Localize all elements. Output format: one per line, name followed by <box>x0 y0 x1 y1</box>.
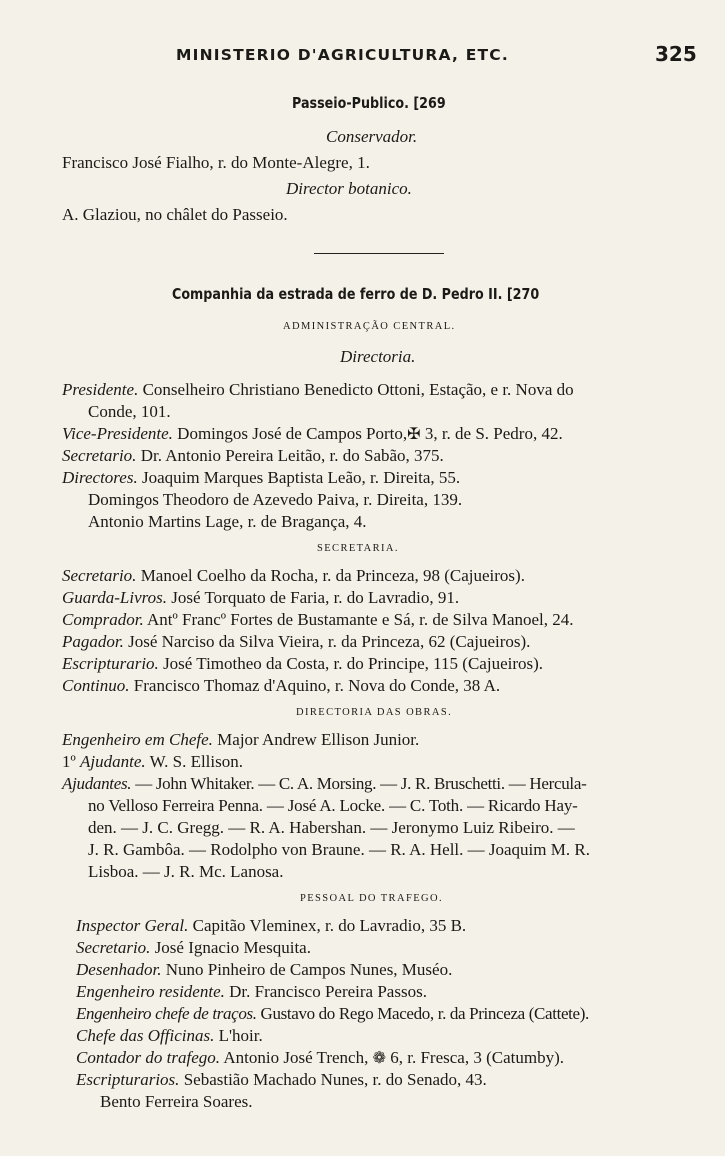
entry-text: Francisco Thomaz d'Aquino, r. Nova do Conde, 38 A. <box>133 676 501 695</box>
entry-text: Manoel Coelho da Rocha, r. da Princeza, 98 (Cajueiros). <box>140 566 525 585</box>
entry-escripturario-2: Bento Ferreira Soares. <box>100 1092 253 1111</box>
entry-secretario-trafego <box>76 937 311 959</box>
entry-text: Capitão Vleminex, r. do Lavradio, 35 B. <box>192 916 467 935</box>
running-title: MINISTERIO D'AGRICULTURA, ETC. <box>176 46 509 64</box>
conservador-entry: Francisco José Fialho, r. do Monte-Alegre, 1. <box>62 153 370 172</box>
entry-contador-trafego <box>76 1047 564 1070</box>
entry-text: Major Andrew Ellison Junior. <box>217 730 420 749</box>
entry-text: Dr. Antonio Pereira Leitão, r. do Sabão, 375. <box>140 446 444 465</box>
entry-secretario <box>62 565 525 587</box>
entry-text: José Torquato de Faria, r. do Lavradio, 91. <box>171 588 460 607</box>
page-number: 325 <box>655 42 697 66</box>
caption-secretaria: SECRETARIA. <box>317 543 399 554</box>
role-label: Chefe das Officinas. <box>76 1026 215 1045</box>
entry-escripturarios <box>76 1069 487 1091</box>
entry-directores <box>62 467 460 489</box>
entry-primeiro-ajudante <box>62 751 243 773</box>
ordinal-prefix: 1º <box>62 752 76 771</box>
entry-secretario-directoria <box>62 445 444 467</box>
entry-director-3: Antonio Martins Lage, r. de Bragança, 4. <box>88 512 367 531</box>
role-label: Vice-Presidente. <box>62 424 173 443</box>
entry-text: Gustavo do Rego Macedo, r. da Princeza (Cattete). <box>260 1004 589 1023</box>
entry-text: L'hoir. <box>218 1026 263 1045</box>
entry-engenheiro-chefe-tracos <box>76 1003 589 1025</box>
entry-text: 6, r. Fresca, 3 (Catumby). <box>390 1048 564 1067</box>
entry-text: Antonio José Trench, <box>223 1048 369 1067</box>
running-head <box>0 42 725 72</box>
directoria-label: Directoria. <box>340 347 416 366</box>
section-heading-companhia: Companhia da estrada de ferro de D. Pedro II. [270 <box>172 285 540 303</box>
entry-guarda-livros <box>62 587 459 609</box>
entry-escripturario <box>62 653 543 675</box>
entry-engenheiro-residente <box>76 981 427 1003</box>
order-rose-icon: ❁ <box>372 1050 386 1067</box>
entry-ajudantes <box>62 773 586 795</box>
entry-desenhador <box>76 959 452 981</box>
entry-text: José Timotheo da Costa, r. do Principe, 115 (Cajueiros). <box>163 654 544 673</box>
entry-ajudantes-cont: Lisboa. — J. R. Mc. Lanosa. <box>88 862 284 881</box>
entry-engenheiro-chefe <box>62 729 419 751</box>
entry-text: — John Whitaker. — C. A. Morsing. — J. R. Bruschetti. — Hercula- <box>135 774 587 793</box>
role-label: Secretario. <box>76 938 151 957</box>
entry-text: José Narciso da Silva Vieira, r. da Princeza, 62 (Cajueiros). <box>128 632 531 651</box>
entry-chefe-officinas <box>76 1025 263 1047</box>
section-heading-passeio: Passeio-Publico. [269 <box>292 94 446 112</box>
role-label: Presidente. <box>62 380 139 399</box>
role-label: Ajudantes. <box>62 774 132 793</box>
role-label: Ajudante. <box>80 752 146 771</box>
entry-ajudantes-cont: J. R. Gambôa. — Rodolpho von Braune. — R. A. Hell. — Joaquim M. R. <box>88 840 590 859</box>
entry-vice-presidente <box>62 423 563 446</box>
order-cross-icon: ✠ <box>407 426 421 443</box>
entry-text: Sebastião Machado Nunes, r. do Senado, 43. <box>183 1070 487 1089</box>
entry-ajudantes-cont: den. — J. C. Gregg. — R. A. Habershan. — Jeronymo Luiz Ribeiro. — <box>88 818 575 837</box>
entry-text: Antº Francº Fortes de Bustamante e Sá, r. de Silva Manoel, 24. <box>147 610 574 629</box>
entry-text: Nuno Pinheiro de Campos Nunes, Muséo. <box>165 960 453 979</box>
section-divider <box>314 253 444 254</box>
caption-pessoal-trafego: PESSOAL DO TRAFEGO. <box>300 893 443 904</box>
role-label: Escripturario. <box>62 654 159 673</box>
conservador-label: Conservador. <box>326 127 418 146</box>
role-label: Engenheiro em Chefe. <box>62 730 213 749</box>
role-label: Directores. <box>62 468 138 487</box>
director-botanico-label: Director botanico. <box>286 179 412 198</box>
role-label: Continuo. <box>62 676 130 695</box>
role-label: Pagador. <box>62 632 124 651</box>
role-label: Comprador. <box>62 610 144 629</box>
role-label: Inspector Geral. <box>76 916 189 935</box>
role-label: Guarda-Livros. <box>62 588 167 607</box>
role-label: Secretario. <box>62 446 137 465</box>
entry-text: Dr. Francisco Pereira Passos. <box>229 982 427 1001</box>
role-label: Contador do trafego. <box>76 1048 221 1067</box>
entry-presidente-cont: Conde, 101. <box>88 402 171 421</box>
entry-inspector-geral <box>76 915 466 937</box>
caption-administracao: ADMINISTRAÇÃO CENTRAL. <box>283 321 456 332</box>
role-label: Engenheiro residente. <box>76 982 225 1001</box>
entry-director-2: Domingos Theodoro de Azevedo Paiva, r. Direita, 139. <box>88 490 463 509</box>
director-botanico-entry: A. Glaziou, no châlet do Passeio. <box>62 205 288 224</box>
entry-text: Conselheiro Christiano Benedicto Ottoni, Estação, e r. Nova do <box>142 380 574 399</box>
entry-comprador <box>62 609 574 631</box>
entry-pagador <box>62 631 530 653</box>
entry-text: W. S. Ellison. <box>149 752 243 771</box>
entry-text: Joaquim Marques Baptista Leão, r. Direita, 55. <box>141 468 461 487</box>
entry-ajudantes-cont: no Velloso Ferreira Penna. — José A. Locke. — C. Toth. — Ricardo Hay- <box>88 796 578 815</box>
entry-presidente <box>62 379 574 401</box>
entry-continuo <box>62 675 500 697</box>
role-label: Engenheiro chefe de traços. <box>76 1004 257 1023</box>
role-label: Secretario. <box>62 566 137 585</box>
role-label: Desenhador. <box>76 960 162 979</box>
caption-directoria-obras: DIRECTORIA DAS OBRAS. <box>296 707 453 718</box>
entry-text: Domingos José de Campos Porto, <box>177 424 408 443</box>
role-label: Escripturarios. <box>76 1070 180 1089</box>
entry-text: 3, r. de S. Pedro, 42. <box>424 424 563 443</box>
entry-text: José Ignacio Mesquita. <box>154 938 311 957</box>
